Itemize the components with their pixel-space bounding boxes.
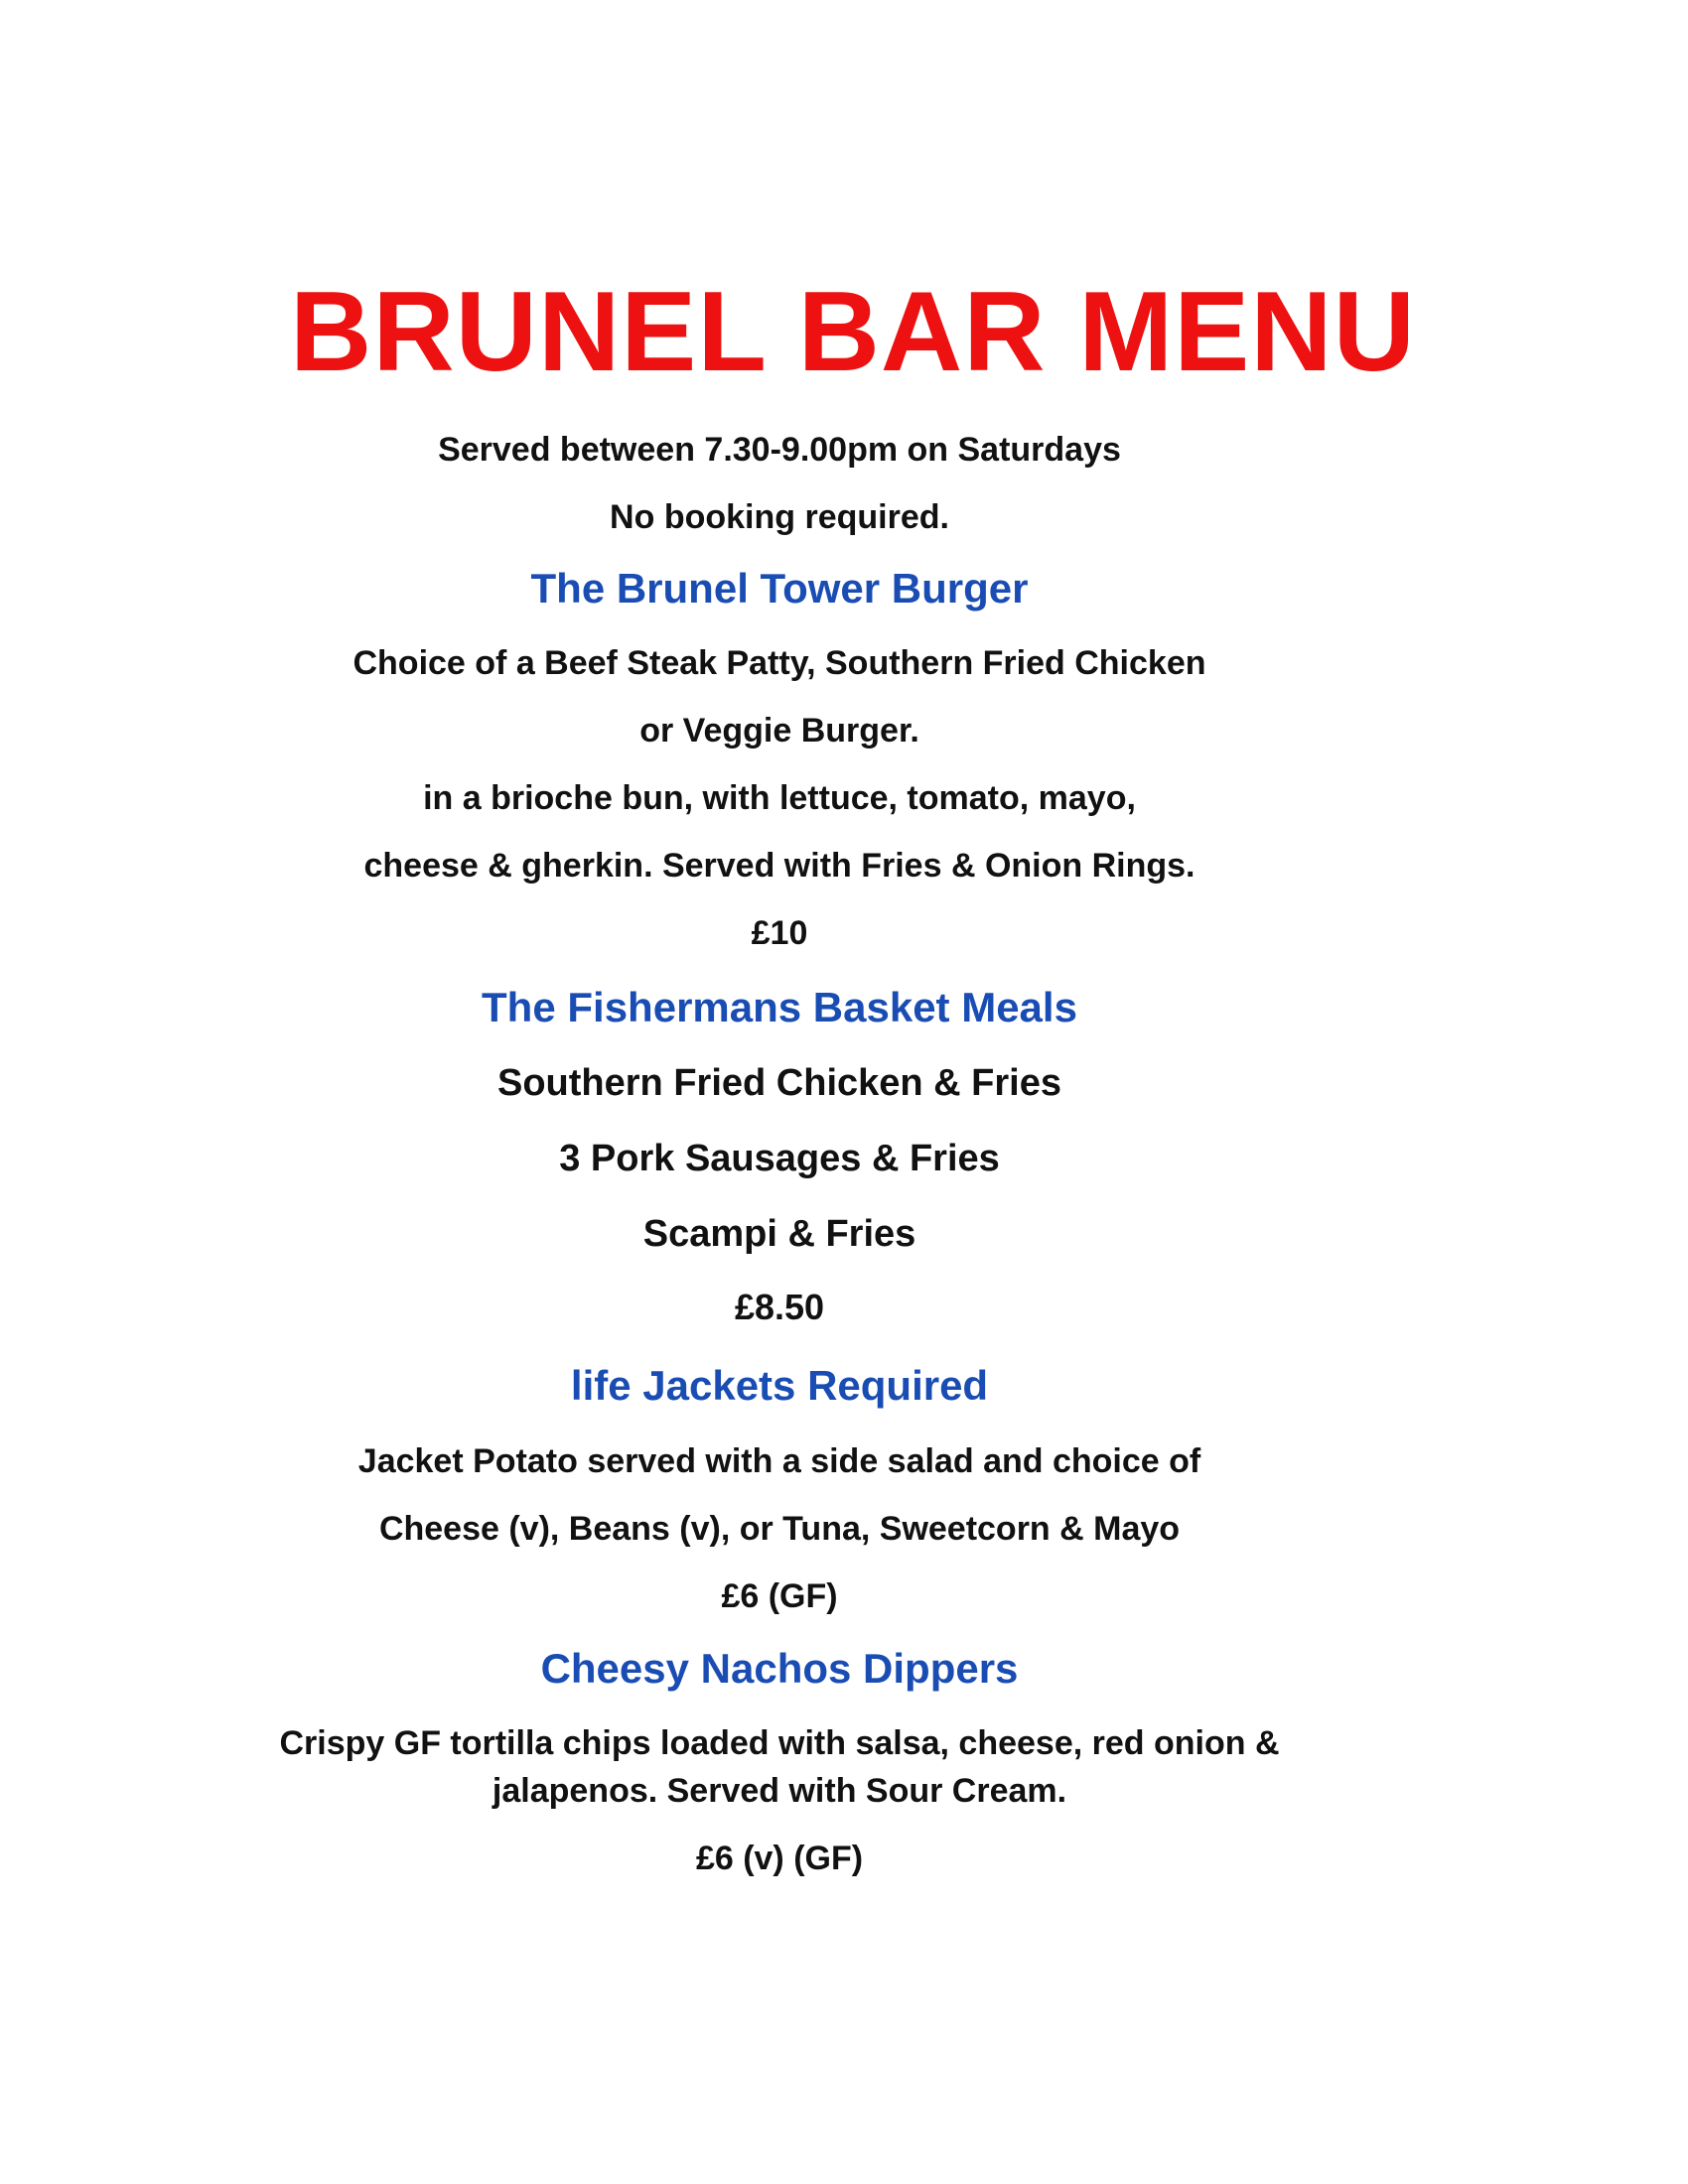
- fishermans-item: Scampi & Fries: [642, 1213, 916, 1255]
- nachos-description-line: Crispy GF tortilla chips loaded with salsa, cheese, red onion &: [279, 1724, 1280, 1762]
- section-heading-nachos: Cheesy Nachos Dippers: [540, 1645, 1019, 1692]
- burger-description-line: in a brioche bun, with lettuce, tomato, mayo,: [423, 779, 1136, 817]
- nachos-description-line: jalapenos. Served with Sour Cream.: [492, 1772, 1067, 1810]
- fishermans-item: 3 Pork Sausages & Fries: [559, 1138, 1000, 1179]
- jacket-description-line: Jacket Potato served with a side salad and choice of: [357, 1442, 1201, 1480]
- burger-description-line: or Veggie Burger.: [639, 712, 919, 750]
- jacket-description-line: Cheese (v), Beans (v), or Tuna, Sweetcorn & Mayo: [378, 1510, 1181, 1548]
- booking-note: No booking required.: [610, 498, 949, 536]
- burger-description-line: Choice of a Beef Steak Patty, Southern Fried Chicken: [352, 644, 1206, 682]
- burger-description-line: cheese & gherkin. Served with Fries & Onion Rings.: [363, 847, 1196, 885]
- jacket-price: £6 (GF): [721, 1577, 838, 1615]
- nachos-price: £6 (v) (GF): [695, 1840, 864, 1877]
- section-heading-burger: The Brunel Tower Burger: [530, 565, 1029, 612]
- fishermans-price: £8.50: [734, 1287, 825, 1327]
- served-times: Served between 7.30-9.00pm on Saturdays: [438, 431, 1121, 469]
- menu-title: BRUNEL BAR MENU: [290, 269, 1416, 395]
- burger-price: £10: [751, 914, 808, 952]
- section-heading-life-jackets: life Jackets Required: [570, 1362, 989, 1409]
- fishermans-item: Southern Fried Chicken & Fries: [497, 1062, 1061, 1104]
- section-heading-fishermans: The Fishermans Basket Meals: [482, 984, 1077, 1030]
